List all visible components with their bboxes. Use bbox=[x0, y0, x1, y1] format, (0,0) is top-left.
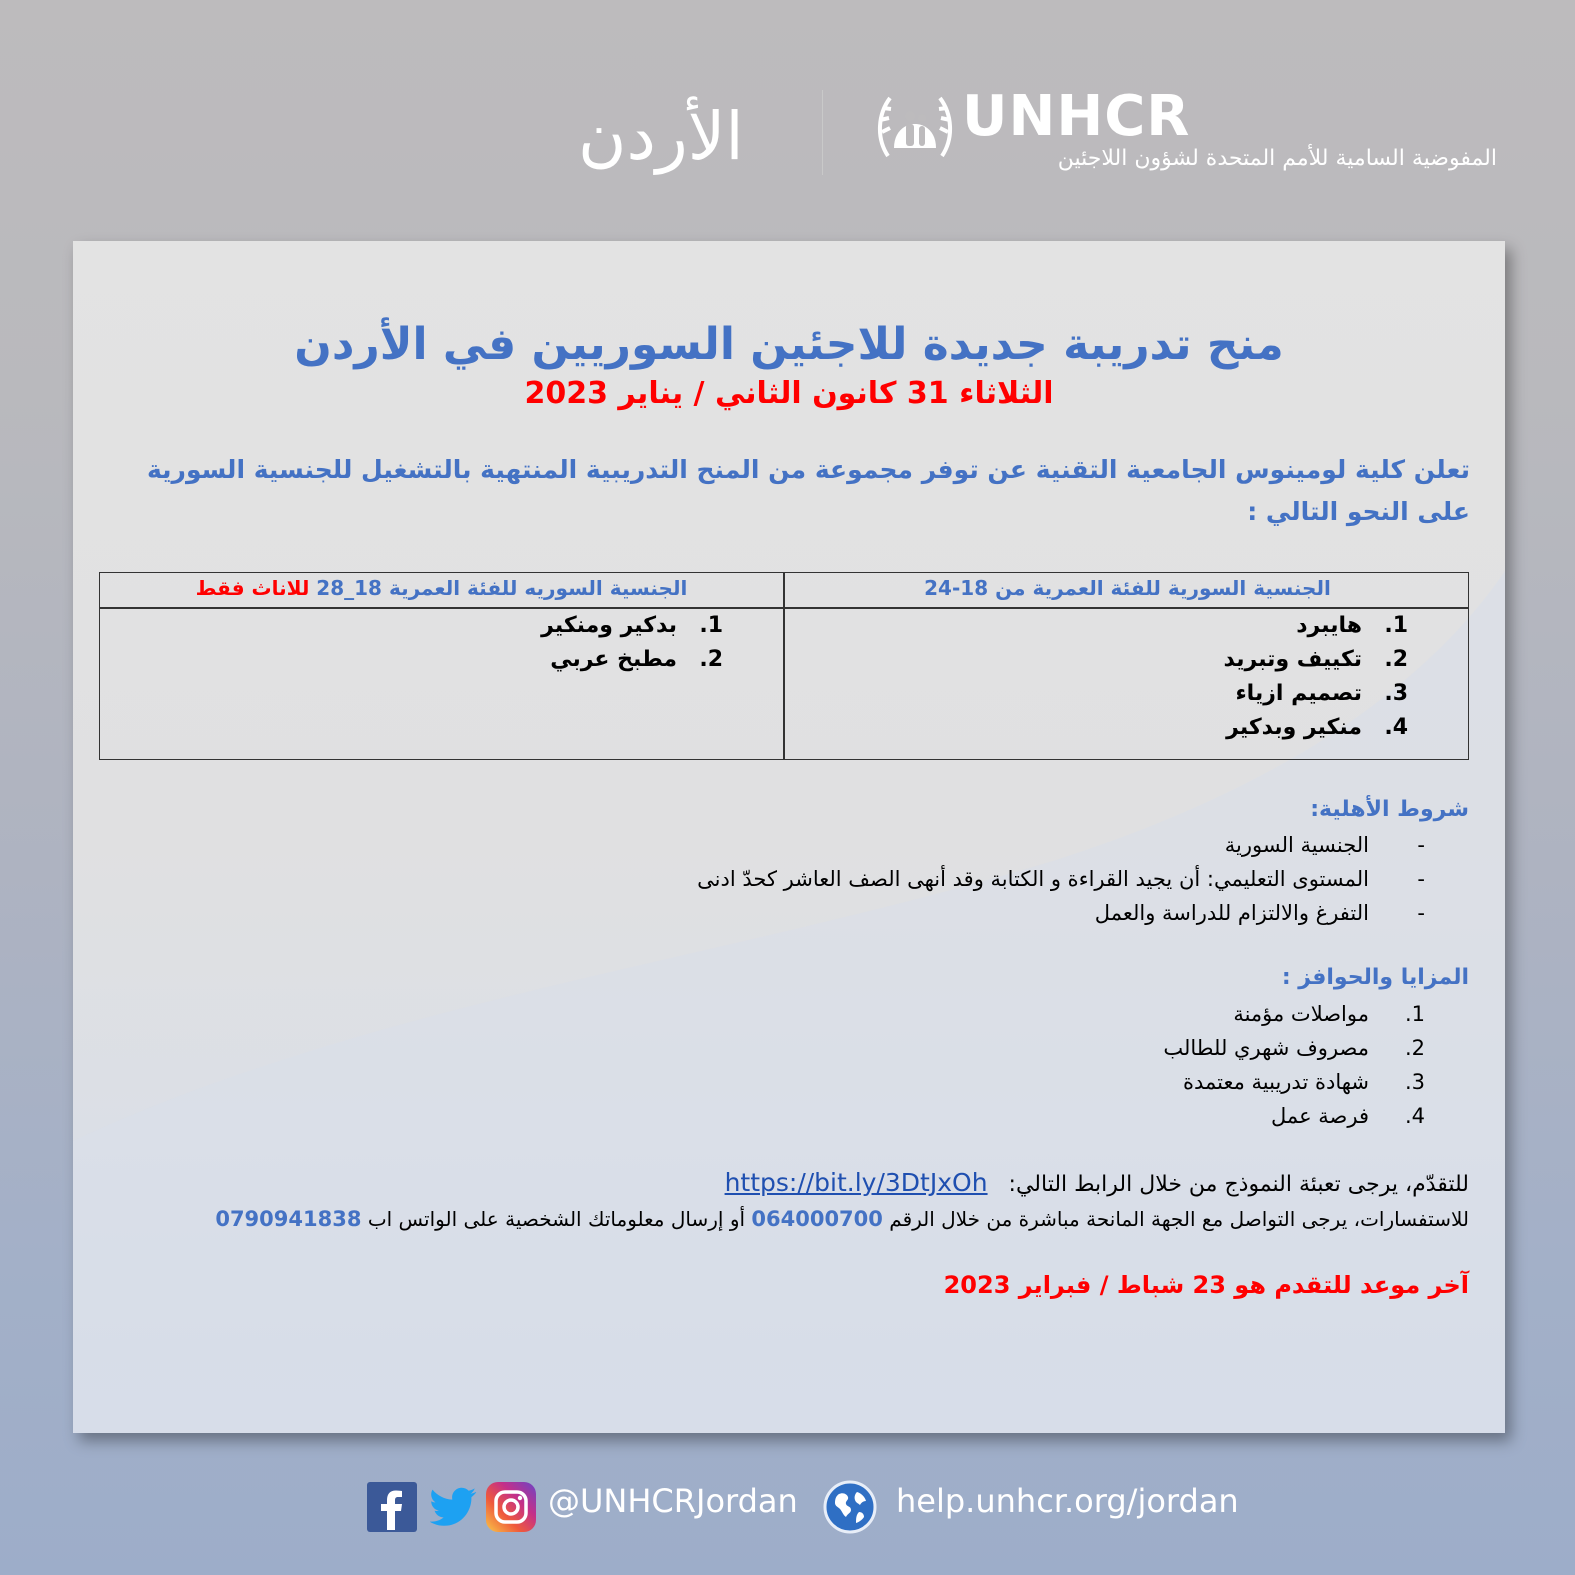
list-item: 3.شهادة تدريبية معتمدة bbox=[1182, 1070, 1425, 1094]
inquiries-text-2: أو إرسال معلوماتك الشخصية على الواتس اب bbox=[367, 1207, 746, 1231]
eligibility-list bbox=[697, 828, 1425, 930]
benefits-title: المزايا والحوافز : bbox=[1281, 965, 1469, 990]
list-item: 3.تصميم ازياء bbox=[1235, 681, 1408, 706]
table-column-right bbox=[1224, 609, 1408, 745]
deadline-text: آخر موعد للتقدم هو 23 شباط / فبراير 2023 bbox=[943, 1271, 1469, 1299]
benefits-list bbox=[1163, 997, 1425, 1133]
inquiries-line bbox=[215, 1207, 1469, 1231]
footer bbox=[0, 1478, 1575, 1538]
whatsapp-number: 0790941838 bbox=[215, 1207, 362, 1231]
list-item: -المستوى التعليمي: أن يجيد القراءة و الكتابة وقد أنهى الصف العاشر كحدّ ادنى bbox=[697, 867, 1425, 891]
apply-text: للتقدّم، يرجى تعبئة النموذج من خلال الرابط التالي: bbox=[1008, 1172, 1469, 1197]
list-item: 2.مطبخ عربي bbox=[550, 647, 723, 672]
instagram-icon[interactable] bbox=[486, 1482, 536, 1532]
org-name: UNHCR bbox=[962, 84, 1191, 149]
header bbox=[0, 80, 1575, 200]
table-header-left-label: الجنسية السوريه للفئة العمرية 18_28 bbox=[316, 576, 688, 600]
eligibility-title: شروط الأهلية: bbox=[1310, 797, 1469, 822]
announcement-date: الثلاثاء 31 كانون الثاني / يناير 2023 bbox=[524, 376, 1054, 411]
list-item: -التفرغ والالتزام للدراسة والعمل bbox=[1094, 901, 1425, 925]
table-column-left bbox=[541, 609, 723, 677]
org-name-arabic: المفوضية السامية للأمم المتحدة لشؤون اللاجئين bbox=[1057, 146, 1497, 171]
intro-text: تعلن كلية لومينوس الجامعية التقنية عن توفر مجموعة من المنح التدريبية المنتهية بالتشغيل للجنسية السورية على النحو التالي : bbox=[147, 455, 1470, 526]
page-title: منح تدريبة جديدة للاجئين السوريين في الأردن bbox=[294, 319, 1284, 370]
table-header-right bbox=[785, 576, 1470, 606]
social-handle[interactable]: @UNHCRJordan bbox=[548, 1482, 798, 1520]
list-item: 4.فرصة عمل bbox=[1271, 1104, 1425, 1128]
globe-icon[interactable] bbox=[823, 1480, 877, 1534]
twitter-icon[interactable] bbox=[430, 1484, 478, 1530]
programs-table bbox=[99, 572, 1469, 760]
table-header-right-label: الجنسية السورية للفئة العمرية من 18-24 bbox=[924, 576, 1331, 600]
list-item: -الجنسية السورية bbox=[1224, 833, 1425, 857]
table-header-left bbox=[100, 576, 783, 606]
header-divider bbox=[822, 90, 823, 175]
country-title: الأردن bbox=[578, 98, 744, 175]
list-item: 1.هايبرد bbox=[1296, 613, 1408, 638]
unhcr-emblem-icon bbox=[874, 86, 956, 168]
list-item: 4.منكير وبدكير bbox=[1226, 715, 1408, 740]
table-header-left-note: للاناث فقط bbox=[195, 576, 310, 600]
list-item: 2.مصروف شهري للطالب bbox=[1163, 1036, 1425, 1060]
list-item: 1.مواصلات مؤمنة bbox=[1233, 1002, 1425, 1026]
apply-link[interactable]: https://bit.ly/3DtJxOh bbox=[724, 1168, 988, 1197]
list-item: 2.تكييف وتبريد bbox=[1223, 647, 1408, 672]
phone-number: 064000700 bbox=[751, 1207, 883, 1231]
inquiries-text: للاستفسارات، يرجى التواصل مع الجهة المانحة مباشرة من خلال الرقم bbox=[889, 1207, 1469, 1231]
announcement-card bbox=[73, 241, 1505, 1433]
apply-line bbox=[725, 1168, 1469, 1197]
list-item: 1.بدكير ومنكير bbox=[541, 613, 723, 638]
facebook-icon[interactable] bbox=[367, 1482, 417, 1532]
help-url-link[interactable]: help.unhcr.org/jordan bbox=[896, 1482, 1239, 1520]
